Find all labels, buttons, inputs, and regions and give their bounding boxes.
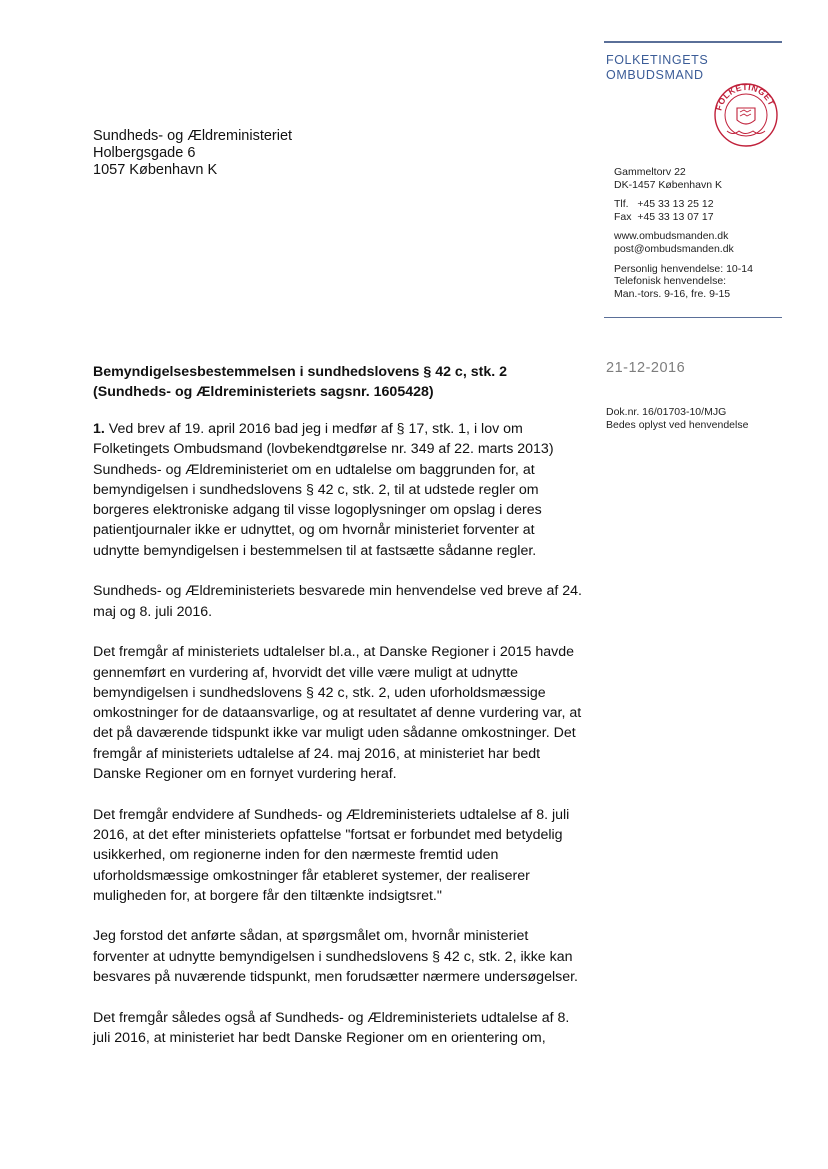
sender-info-bottom-rule — [604, 317, 782, 318]
paragraph-5: Jeg forstod det anførte sådan, at spørgsmålet om, hvornår ministeriet forventer at udnytte bemyndigelsen i sundhedslovens § 42 c, stk. 2, ikke kan besvares på nuværende tidspunkt, men forudsætter nærmere undersøgelser. — [93, 928, 578, 986]
svg-text:FOLKETINGET: FOLKETINGET — [713, 82, 777, 112]
sender-city: DK-1457 København K — [614, 178, 722, 191]
paragraph-1-text: Ved brev af 19. april 2016 bad jeg i medfør af § 17, stk. 1, i lov om Folketingets Ombudsmand (lovbekendtgørelse nr. 349 af 22. marts 2013) Sundheds- og Ældreministeriet om en udtalelse om baggrunden for, at bemyndigelsen i sundhedslovens § 42 c, stk. 2, til at udstede regler om borgeres elektroniske adgang til visse logoplysninger om opslag i deres patientjournaler ikke er udnyttet, og om hvornår ministeriet forventer at udnytte bemyndigelsen i bestemmelsen til at fastsætte sådanne regler. — [93, 421, 554, 559]
letter-body — [93, 419, 583, 1069]
paragraph-2: Sundheds- og Ældreministeriets besvarede min henvendelse ved breve af 24. maj og 8. juli 2016. — [93, 583, 582, 620]
letter-subject: Bemyndigelsesbestemmelsen i sundhedslovens § 42 c, stk. 2 (Sundheds- og Ældreministeriets sagsnr. 1605428) — [93, 364, 507, 401]
sender-web-link[interactable]: www.ombudsmanden.dk — [614, 230, 729, 243]
sender-email-link[interactable]: post@ombudsmanden.dk — [614, 242, 734, 255]
paragraph-1 — [93, 419, 583, 561]
paragraph-3: Det fremgår af ministeriets udtalelser bl.a., at Danske Regioner i 2015 havde gennemført en vurdering af, hvorvidt det ville være muligt at udnytte bemyndigelsen i sundhedslovens § 42 c, stk. 2, uden uforholdsmæssige omkostninger for de dataansvarlige, og at resultatet af denne vurdering var, at det på daværende tidspunkt ikke var muligt uden sådanne omkostninger. Det fremgår af ministeriets udtalelse af 24. maj 2016, at ministeriet har bedt Danske Regioner om en fornyet vurdering heraf. — [93, 644, 582, 783]
document-reference — [606, 406, 748, 431]
sender-info — [614, 166, 789, 307]
sender-street: Gammeltorv 22 — [614, 166, 686, 178]
document-note: Bedes oplyst ved henvendelse — [606, 418, 749, 431]
phone-hours-label: Telefonisk henvendelse: — [614, 275, 727, 288]
brand-line-1: FOLKETINGETS — [606, 53, 709, 67]
document-number: Dok.nr. 16/01703-10/MJG — [606, 406, 727, 418]
ombudsmand-seal-logo — [713, 82, 779, 148]
brand-line-2: OMBUDSMAND — [606, 68, 704, 82]
recipient-address — [93, 128, 292, 179]
recipient-city: 1057 København K — [93, 162, 218, 178]
phone-hours: Man.-tors. 9-16, fre. 9-15 — [614, 287, 731, 300]
paragraph-4: Det fremgår endvidere af Sundheds- og Ældreministeriets udtalelse af 8. juli 2016, at det efter ministeriets opfattelse "fortsat er forbundet med betydelig usikkerhed, om regionerne inden for den nærmeste fremtid uden uforholdsmæssige omkostninger får etableret systemer, der realiserer muligheden for, at borgere får den tiltænkte indsigtsret." — [93, 806, 570, 904]
sender-phone: Tlf. +45 33 13 25 12 — [614, 198, 714, 211]
paragraph-6: Det fremgår således også af Sundheds- og Ældreministeriets udtalelse af 8. juli 2016, at ministeriet har bedt Danske Regioner om en orientering om, — [93, 1009, 570, 1046]
letterhead-top-rule — [604, 41, 782, 43]
recipient-street: Holbergsgade 6 — [93, 145, 196, 161]
paragraph-number: 1. — [93, 421, 105, 437]
letter-date: 21-12-2016 — [606, 360, 686, 376]
letterhead-brand — [606, 53, 708, 83]
sender-fax: Fax +45 33 13 07 17 — [614, 210, 714, 223]
recipient-name: Sundheds- og Ældreministeriet — [93, 128, 293, 144]
personal-hours: Personlig henvendelse: 10-14 — [614, 262, 753, 275]
